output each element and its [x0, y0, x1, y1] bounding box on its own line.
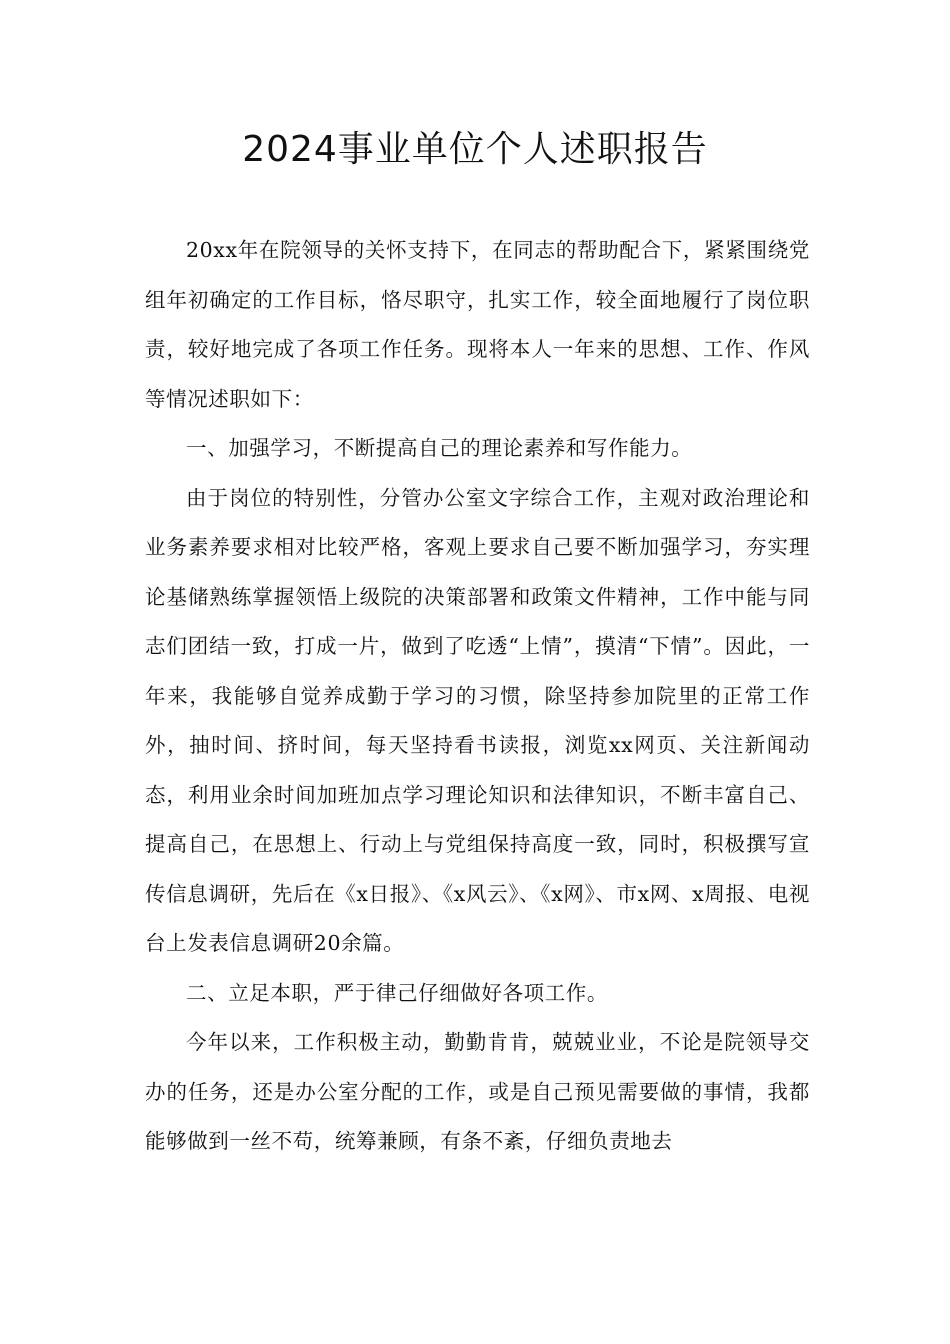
- document-body: [145, 226, 810, 1167]
- paragraph-intro: 20xx年在院领导的关怀支持下，在同志的帮助配合下，紧紧围绕党组年初确定的工作目标，恪尽职守，扎实工作，较全面地履行了岗位职责，较好地完成了各项工作任务。现将本人一年来的思想、工作、作风等情况述职如下：: [145, 238, 810, 411]
- paragraph-work: 今年以来，工作积极主动，勤勤肯肯，兢兢业业，不论是院领导交办的任务，还是办公室分配的工作，或是自己预见需要做的事情，我都能够做到一丝不苟，统筹兼顾，有条不紊，仔细负责地去: [145, 1030, 810, 1153]
- paragraph-study: 由于岗位的特别性，分管办公室文字综合工作，主观对政治理论和业务素养要求相对比较严格，客观上要求自己要不断加强学习，夯实理论基储熟练掌握领悟上级院的决策部署和政策文件精神，工作中能与同志们团结一致，打成一片，做到了吃透“上情”，摸清“下情”。因此，一年来，我能够自觉养成勤于学习的习惯，除坚持参加院里的正常工作外，抽时间、挤时间，每天坚持看书读报，浏览xx网页、关注新闻动态，利用业余时间加班加点学习理论知识和法律知识，不断丰富自己、提高自己，在思想上、行动上与党组保持高度一致，同时，积极撰写宣传信息调研，先后在《x日报》、《x风云》、《x网》、市x网、x周报、电视台上发表信息调研20余篇。: [145, 485, 810, 955]
- section-heading-2: 二、立足本职，严于律己仔细做好各项工作。: [186, 980, 608, 1005]
- document-title: 2024事业单位个人述职报告: [242, 129, 708, 170]
- section-heading-1: 一、加强学习，不断提高自己的理论素养和写作能力。: [186, 436, 693, 460]
